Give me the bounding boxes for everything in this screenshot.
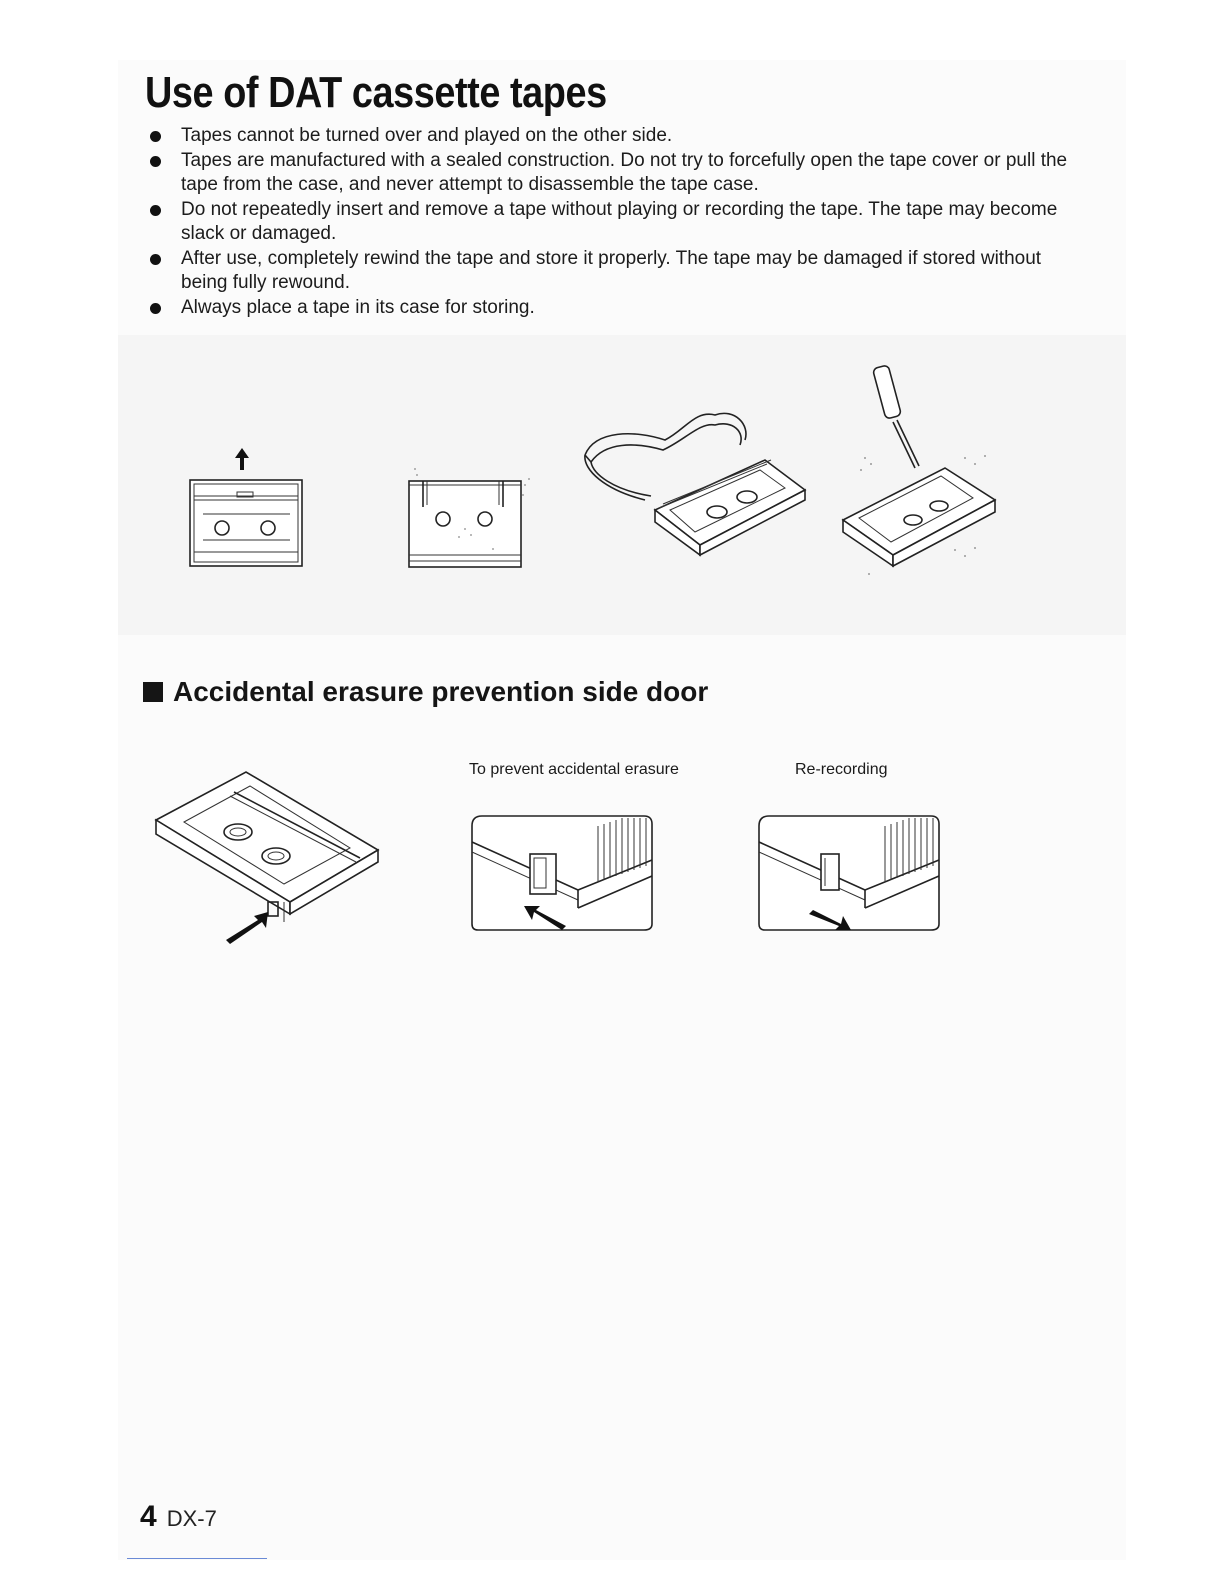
- section-heading-text: Accidental erasure prevention side door: [173, 676, 709, 707]
- list-item-text: Tapes are manufactured with a sealed construction. Do not try to forcefully open the tape cover or pull the tape from the case, and never attempt to disassemble the tape case.: [181, 149, 1068, 195]
- list-item: [148, 198, 1068, 247]
- list-item: [148, 296, 1068, 321]
- list-item: [148, 124, 1068, 149]
- page-title: Use of DAT cassette tapes: [145, 68, 607, 117]
- bullet-dot: [150, 254, 161, 265]
- side-door-open-icon: [755, 812, 945, 937]
- bullet-dot: [150, 131, 161, 142]
- precautions-list: [148, 124, 1068, 320]
- screwdriver-disassembly-icon: [835, 360, 1010, 580]
- list-item: [148, 247, 1068, 296]
- page-footer: [140, 1500, 217, 1534]
- side-door-closed-icon: [468, 812, 658, 937]
- caption-prevent-erasure: To prevent accidental erasure: [469, 761, 679, 778]
- cassette-front-icon: [185, 440, 310, 575]
- bullet-dot: [150, 303, 161, 314]
- list-item-text: After use, completely rewind the tape and store it properly. The tape may be damaged if stored without being fully rewound.: [181, 247, 1042, 293]
- cassette-side-door-icon: [150, 762, 390, 952]
- list-item-text: Always place a tape in its case for storing.: [181, 296, 535, 318]
- list-item: [148, 149, 1068, 198]
- list-item-text: Tapes cannot be turned over and played on the other side.: [181, 125, 673, 146]
- caption-re-recording: Re-recording: [795, 761, 888, 778]
- bullet-dot: [150, 205, 161, 216]
- model-label: DX-7: [166, 1506, 217, 1531]
- cassette-back-icon: [405, 465, 535, 575]
- footer-divider: [127, 1558, 267, 1559]
- square-bullet-icon: [143, 682, 163, 702]
- page-number: 4: [140, 1500, 157, 1533]
- section-heading: [143, 676, 708, 708]
- bullet-dot: [150, 156, 161, 167]
- tape-pulled-out-icon: [575, 400, 815, 580]
- list-item-text: Do not repeatedly insert and remove a tape without playing or recording the tape. The tape may become slack or damaged.: [181, 198, 1058, 244]
